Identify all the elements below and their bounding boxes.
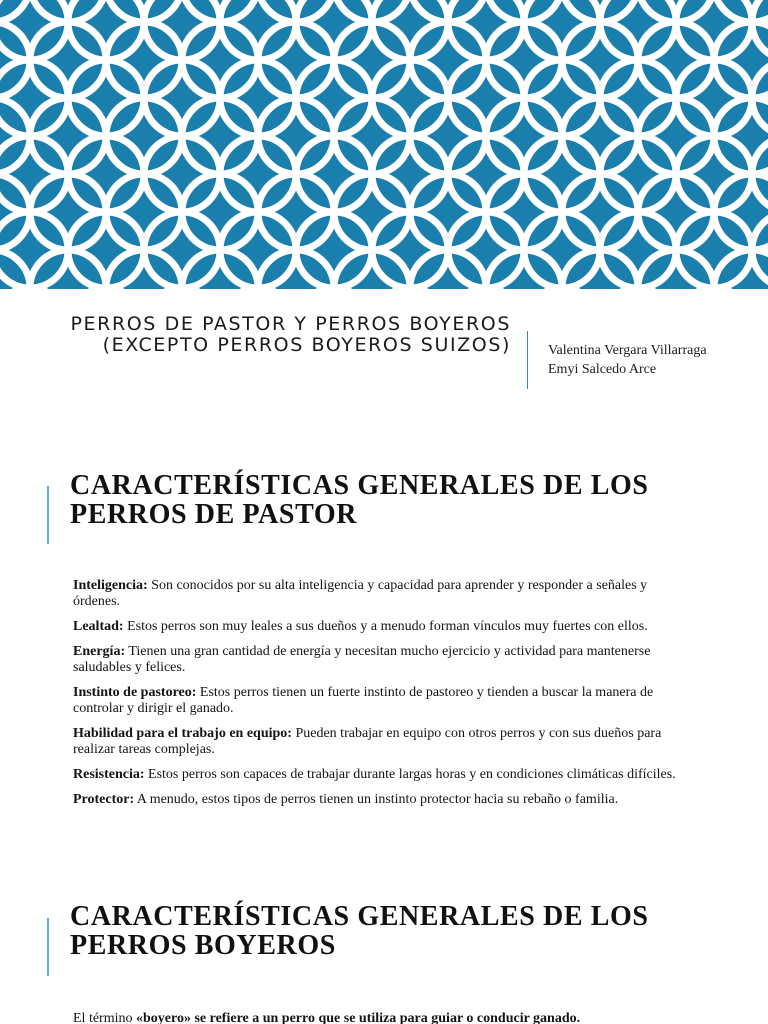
section-heading-pastor: CARACTERÍSTICAS GENERALES DE LOS PERROS DE PASTOR <box>70 470 649 530</box>
trait-label: Lealtad: <box>73 619 124 634</box>
trait-text: Tienen una gran cantidad de energía y necesitan mucho ejercicio y actividad para mantenerse saludables y felices. <box>73 644 651 675</box>
trait-label: Resistencia: <box>73 767 145 782</box>
trait-item <box>73 644 683 676</box>
definition-prefix: El término <box>73 1011 136 1024</box>
interlocking-circles-pattern <box>0 0 768 289</box>
trait-label: Inteligencia: <box>73 578 148 593</box>
trait-label: Energía: <box>73 644 126 659</box>
authors <box>548 341 707 379</box>
trait-text: Pueden trabajar en equipo con otros perros y con sus dueños para realizar tareas complejas. <box>73 726 662 757</box>
heading-accent-bar <box>47 918 49 976</box>
pattern-banner <box>0 0 768 289</box>
trait-text: Estos perros tienen un fuerte instinto de pastoreo y tienden a buscar la manera de controlar y dirigir el ganado. <box>73 685 654 716</box>
trait-text: Estos perros son capaces de trabajar durante largas horas y en condiciones climáticas difíciles. <box>144 767 676 782</box>
author-name: Emyi Salcedo Arce <box>548 362 657 377</box>
section-heading-boyeros: CARACTERÍSTICAS GENERALES DE LOS PERROS BOYEROS <box>70 901 649 961</box>
trait-item <box>73 685 683 717</box>
presentation-title: PERROS DE PASTOR Y PERROS BOYEROS (EXCEPTO PERROS BOYEROS SUIZOS) <box>70 313 511 356</box>
trait-label: Habilidad para el trabajo en equipo: <box>73 726 292 741</box>
trait-item <box>73 792 683 808</box>
traits-list <box>73 578 683 817</box>
title-divider <box>527 331 528 389</box>
trait-label: Protector: <box>73 792 135 807</box>
trait-text: Estos perros son muy leales a sus dueños y a menudo forman vínculos muy fuertes con ellos. <box>123 619 648 634</box>
trait-label: Instinto de pastoreo: <box>73 685 197 700</box>
trait-item <box>73 767 683 783</box>
author-name: Valentina Vergara Villarraga <box>548 343 707 358</box>
trait-item <box>73 619 683 635</box>
trait-item <box>73 578 683 610</box>
heading-accent-bar <box>47 486 49 544</box>
definition-bold: «boyero» se refiere a un perro que se utiliza para guiar o conducir ganado. <box>136 1011 581 1024</box>
trait-text: Son conocidos por su alta inteligencia y capacidad para aprender y responder a señales y órdenes. <box>73 578 648 609</box>
trait-text: A menudo, estos tipos de perros tienen un instinto protector hacia su rebaño o familia. <box>134 792 619 807</box>
boyero-definition <box>73 1011 693 1024</box>
trait-item <box>73 726 683 758</box>
